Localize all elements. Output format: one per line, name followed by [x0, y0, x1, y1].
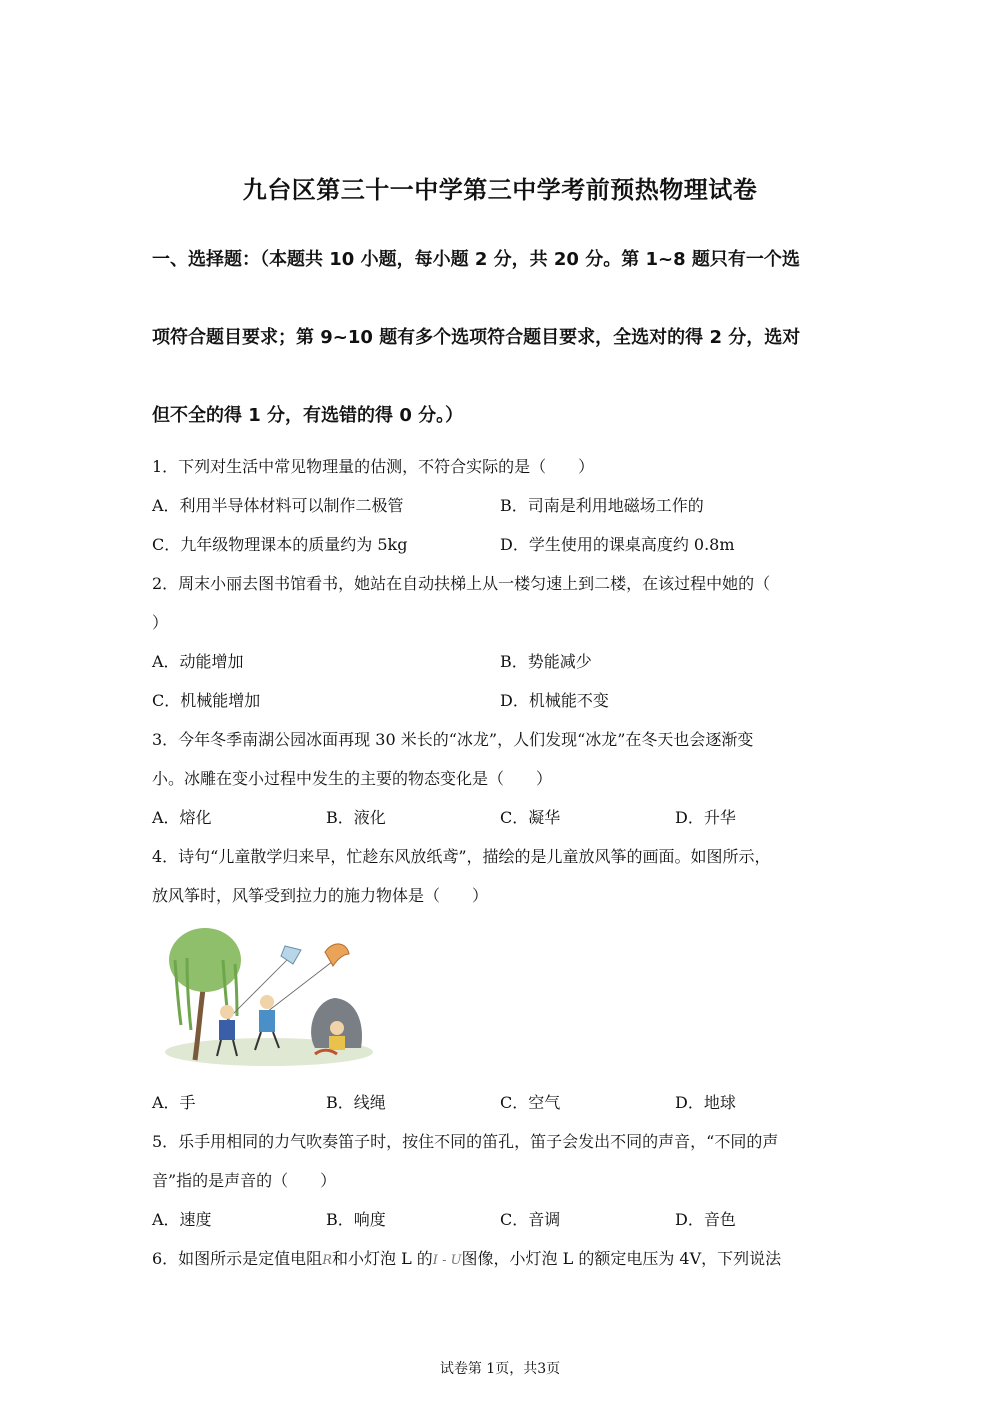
section-heading-line-2: 项符合题目要求；第 9~10 题有多个选项符合题目要求，全选对的得 2 分，选对 — [152, 327, 801, 348]
q6-text-part-1: 6．如图所示是定值电阻 — [152, 1249, 323, 1268]
q1-option-c: C．九年级物理课本的质量约为 5kg — [152, 535, 408, 554]
q2-option-c: C．机械能增加 — [152, 691, 261, 710]
q5-option-d: D．音色 — [675, 1210, 736, 1229]
q2-option-d: D．机械能不变 — [500, 691, 609, 710]
q4-option-c: C．空气 — [500, 1093, 561, 1112]
q4-stem-line-1: 4．诗句“儿童散学归来早，忙趁东风放纸鸢”，描绘的是儿童放风筝的画面。如图所示， — [152, 847, 771, 866]
q2-option-a: A．动能增加 — [152, 652, 244, 671]
page-title: 九台区第三十一中学第三中学考前预热物理试卷 — [242, 176, 758, 204]
q4-option-b: B．线绳 — [326, 1093, 386, 1112]
q2-stem-line-2: ） — [152, 613, 169, 632]
kite-flying-illustration — [165, 920, 373, 1068]
q5-stem-line-2: 音”指的是声音的（ ） — [152, 1171, 337, 1190]
q1-option-d: D．学生使用的课桌高度约 0.8m — [500, 535, 735, 554]
q4-option-d: D．地球 — [675, 1093, 736, 1112]
q6-text-part-3: 图像，小灯泡 L 的额定电压为 4V，下列说法 — [461, 1249, 782, 1268]
q3-stem-line-2: 小。冰雕在变小过程中发生的主要的物态变化是（ ） — [152, 769, 553, 788]
q6-variable-iu: I - U — [432, 1253, 462, 1268]
q5-option-b: B．响度 — [326, 1210, 386, 1229]
q3-stem-line-1: 3．今年冬季南湖公园冰面再现 30 米长的“冰龙”，人们发现“冰龙”在冬天也会逐渐变 — [152, 730, 754, 749]
q6-text-part-2: 和小灯泡 L 的 — [331, 1249, 433, 1268]
q5-option-a: A．速度 — [152, 1210, 212, 1229]
q4-stem-line-2: 放风筝时，风筝受到拉力的施力物体是（ ） — [152, 886, 489, 905]
q2-stem-line-1: 2．周末小丽去图书馆看书，她站在自动扶梯上从一楼匀速上到二楼，在该过程中她的（ — [152, 574, 771, 593]
q3-option-b: B．液化 — [326, 808, 386, 827]
q1-option-b: B．司南是利用地磁场工作的 — [500, 496, 704, 515]
q1-stem: 1．下列对生活中常见物理量的估测，不符合实际的是（ ） — [152, 457, 595, 476]
page-footer: 试卷第 1页，共3页 — [439, 1361, 561, 1377]
q3-option-a: A．熔化 — [152, 808, 212, 827]
q1-option-a: A．利用半导体材料可以制作二极管 — [152, 496, 404, 515]
q6-variable-r: R — [322, 1253, 332, 1268]
q5-option-c: C．音调 — [500, 1210, 561, 1229]
q3-option-c: C．凝华 — [500, 808, 561, 827]
q2-option-b: B．势能减少 — [500, 652, 592, 671]
section-heading-line-3: 但不全的得 1 分，有选错的得 0 分。） — [152, 405, 464, 426]
q3-option-d: D．升华 — [675, 808, 736, 827]
q5-stem-line-1: 5．乐手用相同的力气吹奏笛子时，按住不同的笛孔，笛子会发出不同的声音，“不同的声 — [152, 1132, 779, 1151]
q6-stem-line-1 — [152, 1248, 781, 1272]
section-heading-line-1: 一、选择题：（本题共 10 小题，每小题 2 分，共 20 分。第 1~8 题只有一个选 — [152, 249, 800, 270]
q4-option-a: A．手 — [152, 1093, 196, 1112]
